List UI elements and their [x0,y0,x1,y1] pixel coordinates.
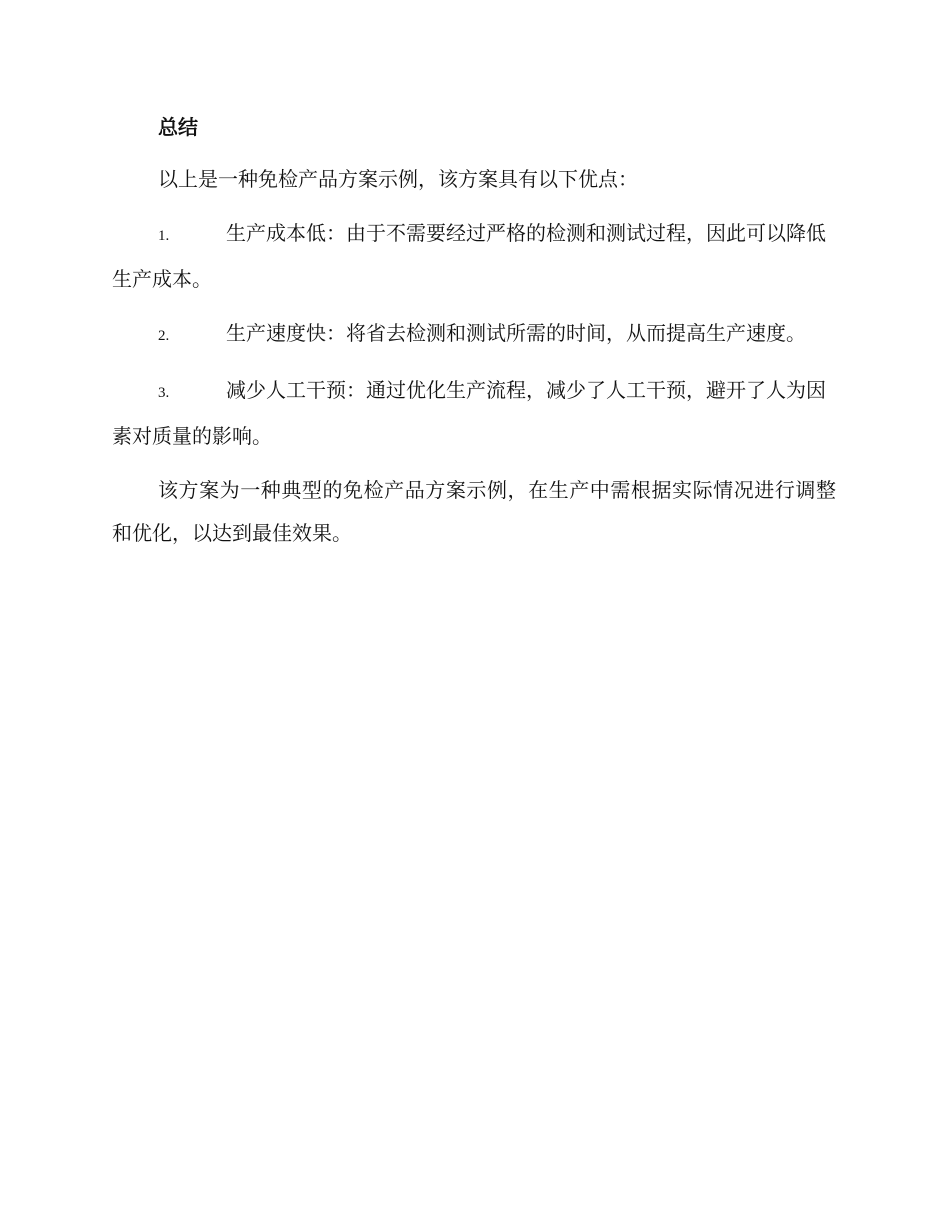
conclusion-paragraph: 该方案为一种典型的免检产品方案示例，在生产中需根据实际情况进行调整和优化，以达到最佳效果。 [112,478,836,545]
intro-paragraph: 以上是一种免检产品方案示例，该方案具有以下优点： [158,167,638,191]
list-number-2: 2. [158,328,170,344]
list-number-3: 3. [158,385,170,401]
document-page [112,108,836,566]
list-item-3 [112,369,836,458]
section-heading: 总结 [158,115,198,139]
list-text-1: 生产成本低：由于不需要经过严格的检测和测试过程，因此可以降低生产成本。 [112,221,826,291]
list-item-2 [112,312,836,358]
list-item-1 [112,212,836,301]
list-number-1: 1. [158,228,170,244]
list-text-3: 减少人工干预：通过优化生产流程，减少了人工干预，避开了人为因素对质量的影响。 [112,378,826,448]
list-text-2: 生产速度快：将省去检测和测试所需的时间，从而提高生产速度。 [226,321,806,345]
